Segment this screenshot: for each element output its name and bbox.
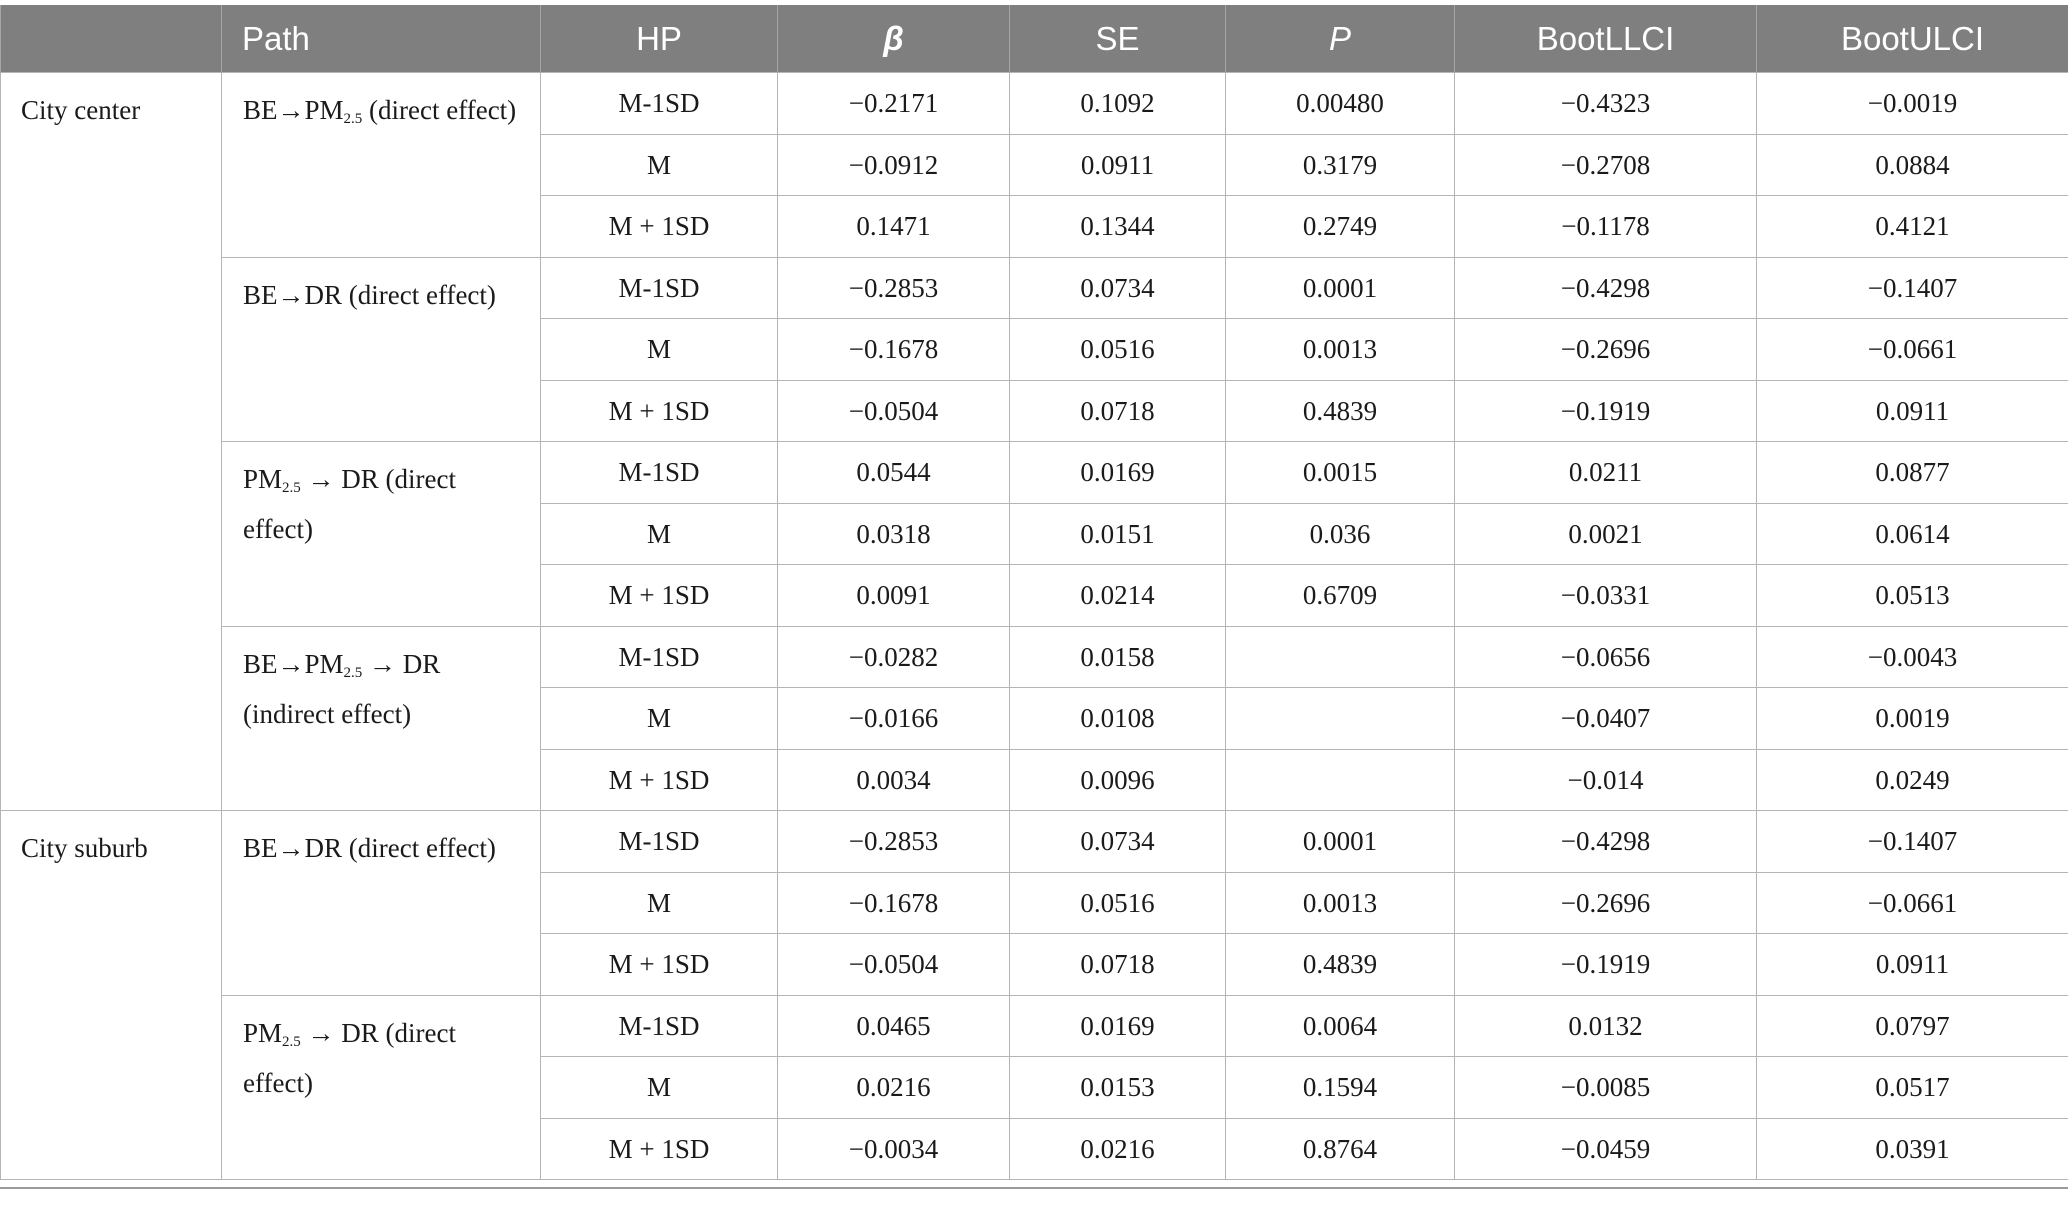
cell-ulci: 0.0517 [1757,1057,2068,1119]
cell-hp: M [541,1057,778,1119]
path-label [222,257,541,442]
cell-hp: M-1SD [541,442,778,504]
path-label-main: PM [243,464,283,494]
cell-beta: −0.0912 [778,134,1010,196]
cell-p [1226,626,1455,688]
header-row [1,5,2068,73]
cell-p: 0.4839 [1226,934,1455,996]
cell-beta: −0.2171 [778,73,1010,135]
table-row [1,626,2068,688]
path-label-subscript: 2.5 [282,1033,301,1050]
cell-beta: −0.0504 [778,934,1010,996]
cell-p: 0.0064 [1226,995,1455,1057]
cell-ulci: 0.0614 [1757,503,2068,565]
cell-beta: −0.2853 [778,257,1010,319]
path-label [222,995,541,1180]
cell-llci: −0.2696 [1455,319,1757,381]
header-hp: HP [541,5,778,73]
cell-ulci: 0.0249 [1757,749,2068,811]
cell-llci: −0.0407 [1455,688,1757,750]
cell-se: 0.0516 [1010,872,1226,934]
cell-p: 0.0015 [1226,442,1455,504]
cell-hp: M [541,319,778,381]
header-p: P [1226,5,1455,73]
cell-llci: −0.2708 [1455,134,1757,196]
path-label-main: BE→DR (direct effect) [243,279,496,310]
cell-se: 0.0096 [1010,749,1226,811]
table-row [1,995,2068,1057]
cell-hp: M [541,134,778,196]
cell-hp: M [541,688,778,750]
path-label-subscript: 2.5 [343,664,363,681]
header-beta: β [778,5,1010,73]
cell-se: 0.0169 [1010,995,1226,1057]
cell-llci: −0.014 [1455,749,1757,811]
table-row [1,257,2068,319]
cell-llci: −0.4298 [1455,257,1757,319]
cell-llci: −0.0656 [1455,626,1757,688]
cell-hp: M-1SD [541,73,778,135]
cell-hp: M + 1SD [541,934,778,996]
cell-se: 0.0158 [1010,626,1226,688]
cell-se: 0.0911 [1010,134,1226,196]
cell-hp: M + 1SD [541,196,778,258]
cell-beta: −0.0504 [778,380,1010,442]
cell-llci: −0.1178 [1455,196,1757,258]
path-label [222,811,541,996]
path-label [222,73,541,258]
cell-beta: 0.0318 [778,503,1010,565]
cell-ulci: 0.0513 [1757,565,2068,627]
path-label-main: PM [243,1017,283,1048]
cell-ulci: −0.0661 [1757,872,2068,934]
path-label-main: BE→PM [243,648,344,679]
cell-hp: M-1SD [541,811,778,873]
cell-p: 0.0001 [1226,811,1455,873]
cell-p: 0.036 [1226,503,1455,565]
path-label-subscript: 2.5 [343,111,363,127]
cell-se: 0.0216 [1010,1118,1226,1180]
cell-llci: −0.4323 [1455,73,1757,135]
cell-se: 0.0108 [1010,688,1226,750]
cell-hp: M + 1SD [541,565,778,627]
path-label [222,626,541,811]
cell-ulci: 0.0911 [1757,380,2068,442]
cell-p: 0.4839 [1226,380,1455,442]
cell-beta: −0.0282 [778,626,1010,688]
cell-ulci: −0.0043 [1757,626,2068,688]
cell-p: 0.1594 [1226,1057,1455,1119]
cell-llci: −0.1919 [1455,934,1757,996]
group-label: City suburb [1,811,222,1180]
table-row [1,442,2068,504]
cell-beta: 0.1471 [778,196,1010,258]
cell-beta: 0.0034 [778,749,1010,811]
cell-se: 0.0718 [1010,380,1226,442]
cell-llci: −0.4298 [1455,811,1757,873]
cell-se: 0.0516 [1010,319,1226,381]
cell-llci: −0.0331 [1455,565,1757,627]
cell-ulci: −0.1407 [1757,811,2068,873]
path-label-main: BE→PM [243,95,344,125]
cell-ulci: 0.0797 [1757,995,2068,1057]
header-path: Path [222,5,541,73]
cell-beta: 0.0091 [778,565,1010,627]
table-row [1,811,2068,873]
table-bottom-rule [0,1187,2068,1189]
cell-ulci: 0.0911 [1757,934,2068,996]
table-row [1,73,2068,135]
cell-hp: M + 1SD [541,749,778,811]
cell-se: 0.0718 [1010,934,1226,996]
header-group [1,5,222,73]
cell-beta: −0.2853 [778,811,1010,873]
group-label: City center [1,73,222,811]
cell-se: 0.0153 [1010,1057,1226,1119]
cell-p: 0.6709 [1226,565,1455,627]
cell-ulci: −0.0661 [1757,319,2068,381]
cell-se: 0.0734 [1010,257,1226,319]
cell-beta: 0.0465 [778,995,1010,1057]
cell-llci: −0.0459 [1455,1118,1757,1180]
cell-se: 0.1092 [1010,73,1226,135]
cell-hp: M-1SD [541,257,778,319]
cell-se: 0.0151 [1010,503,1226,565]
cell-hp: M + 1SD [541,1118,778,1180]
cell-llci: −0.1919 [1455,380,1757,442]
path-label-subscript: 2.5 [282,480,301,496]
path-label [222,442,541,627]
path-label-main: BE→DR (direct effect) [243,833,496,863]
cell-beta: −0.0034 [778,1118,1010,1180]
header-bootllci: BootLLCI [1455,5,1757,73]
cell-hp: M [541,872,778,934]
table-header [1,5,2068,73]
cell-p: 0.00480 [1226,73,1455,135]
cell-llci: 0.0211 [1455,442,1757,504]
cell-hp: M + 1SD [541,380,778,442]
cell-ulci: 0.0877 [1757,442,2068,504]
cell-beta: 0.0216 [778,1057,1010,1119]
cell-beta: 0.0544 [778,442,1010,504]
cell-se: 0.0214 [1010,565,1226,627]
cell-ulci: 0.0884 [1757,134,2068,196]
cell-p [1226,688,1455,750]
mediation-results-table [0,5,2068,1180]
path-label-suffix: (direct effect) [362,95,517,125]
cell-ulci: 0.0391 [1757,1118,2068,1180]
path-label-suffix: → DR (direct effect) [243,464,456,544]
cell-se: 0.0734 [1010,811,1226,873]
cell-p: 0.3179 [1226,134,1455,196]
cell-hp: M-1SD [541,626,778,688]
cell-ulci: −0.1407 [1757,257,2068,319]
table-body [1,73,2068,1180]
cell-p: 0.0013 [1226,319,1455,381]
header-se: SE [1010,5,1226,73]
cell-llci: 0.0021 [1455,503,1757,565]
cell-hp: M [541,503,778,565]
cell-ulci: 0.4121 [1757,196,2068,258]
cell-se: 0.1344 [1010,196,1226,258]
cell-beta: −0.1678 [778,319,1010,381]
path-label-suffix: → DR (indirect effect) [243,648,441,729]
cell-beta: −0.0166 [778,688,1010,750]
cell-ulci: 0.0019 [1757,688,2068,750]
cell-p: 0.2749 [1226,196,1455,258]
cell-se: 0.0169 [1010,442,1226,504]
cell-llci: −0.0085 [1455,1057,1757,1119]
cell-p: 0.0001 [1226,257,1455,319]
path-label-suffix: → DR (direct effect) [243,1017,456,1098]
header-bootulci: BootULCI [1757,5,2068,73]
cell-p: 0.8764 [1226,1118,1455,1180]
cell-hp: M-1SD [541,995,778,1057]
cell-llci: −0.2696 [1455,872,1757,934]
cell-ulci: −0.0019 [1757,73,2068,135]
cell-llci: 0.0132 [1455,995,1757,1057]
cell-p: 0.0013 [1226,872,1455,934]
cell-beta: −0.1678 [778,872,1010,934]
cell-p [1226,749,1455,811]
